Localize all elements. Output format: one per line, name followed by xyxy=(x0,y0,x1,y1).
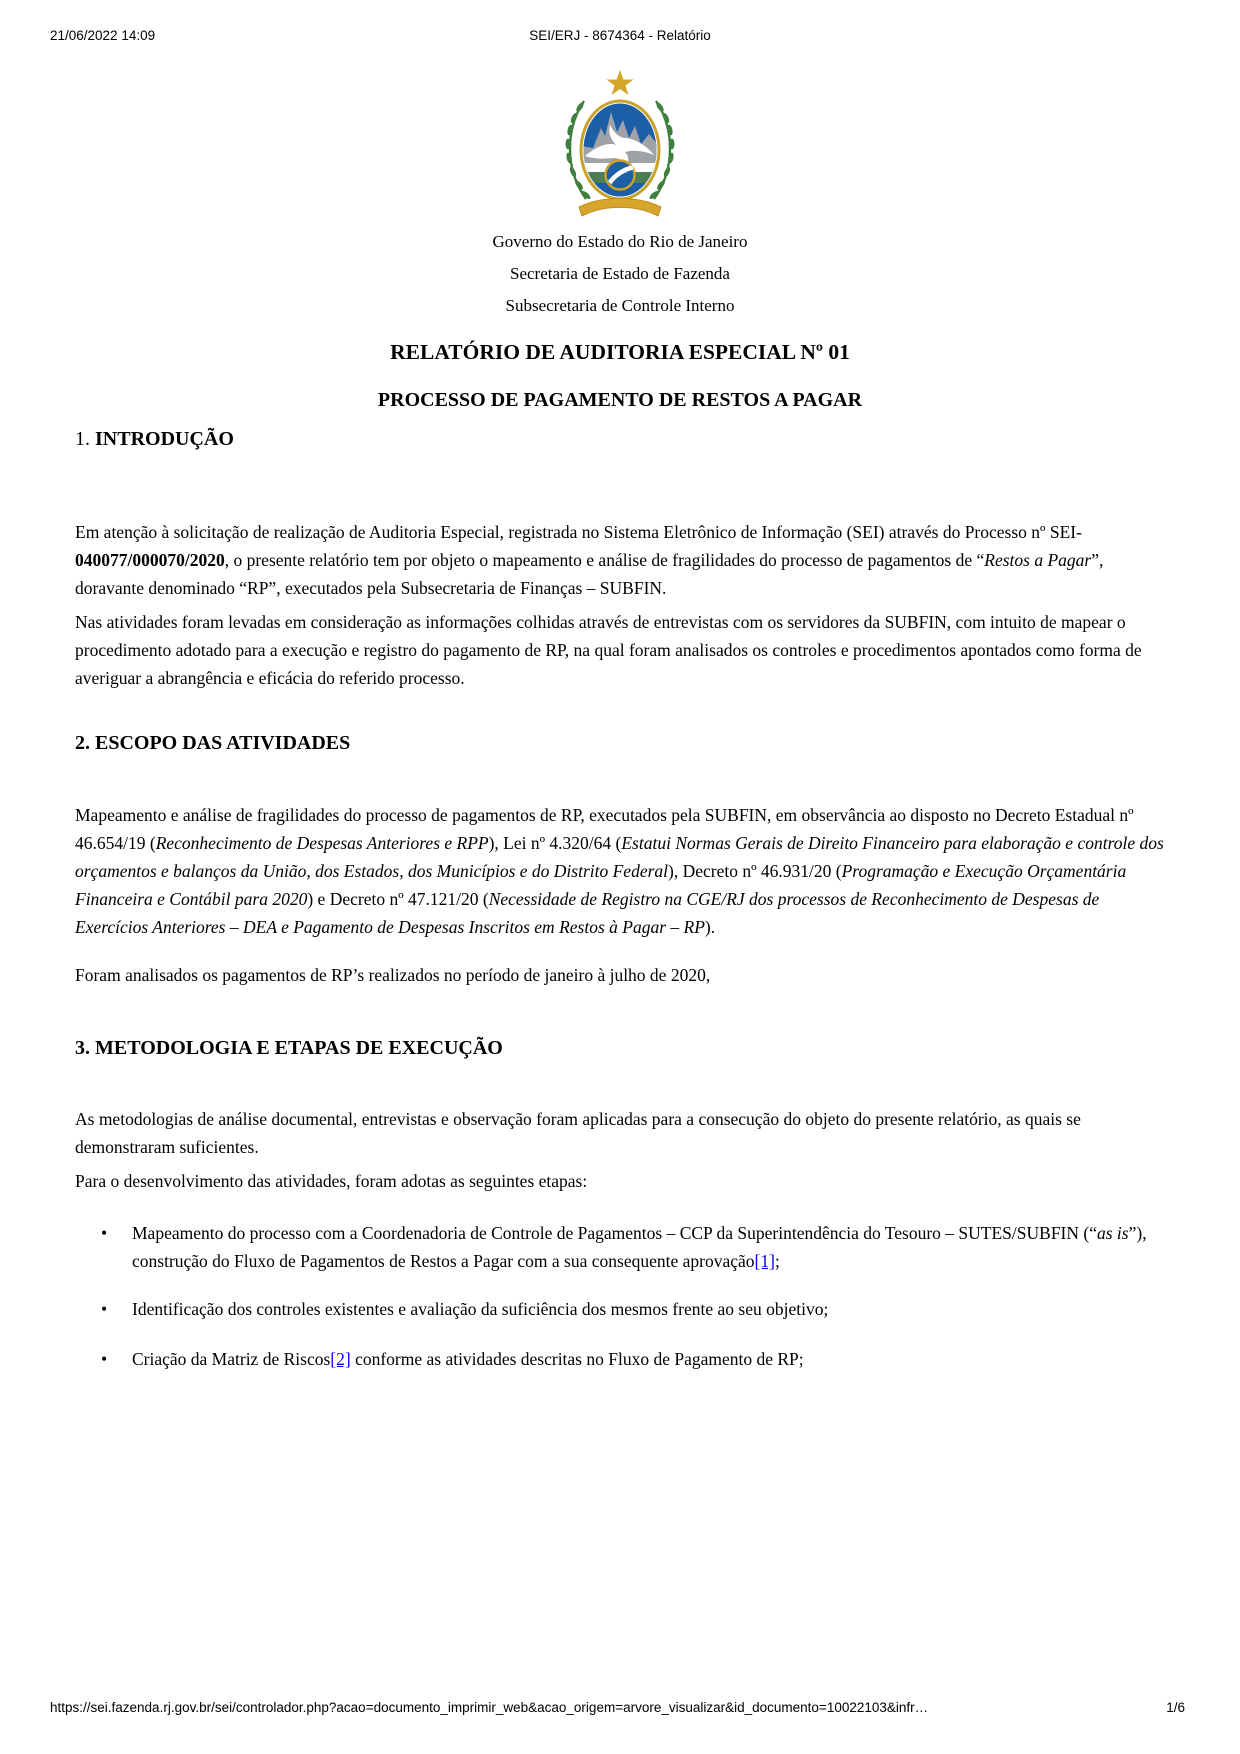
list-item-text xyxy=(132,1299,828,1319)
text-segment: Reconhecimento de Despesas Anteriores e RPP xyxy=(155,833,489,853)
report-title: RELATÓRIO DE AUDITORIA ESPECIAL Nº 01 xyxy=(390,340,850,364)
text-segment: As metodologias de análise documental, entrevistas e observação foram aplicadas para a consecução do objeto do presente relatório, as quais se demonstraram suficientes. xyxy=(75,1109,1081,1157)
list-item xyxy=(75,1219,1165,1275)
paragraph xyxy=(75,961,1165,989)
section-number: 3. xyxy=(75,1037,90,1059)
page-indicator: 1/6 xyxy=(1166,1700,1185,1715)
section-title: ESCOPO DAS ATIVIDADES xyxy=(95,732,351,754)
text-segment: Foram analisados os pagamentos de RP’s realizados no período de janeiro à julho de 2020, xyxy=(75,965,711,985)
document-body xyxy=(75,0,1165,1373)
text-segment: Para o desenvolvimento das atividades, foram adotas as seguintes etapas: xyxy=(75,1171,588,1191)
print-datetime: 21/06/2022 14:09 xyxy=(50,28,156,43)
paragraph xyxy=(75,608,1165,692)
print-footer xyxy=(50,1700,1185,1715)
text-segment: Necessidade de Registro na CGE/RJ dos processos de Reconhecimento de Despesas de Exercícios Anteriores – DEA e Pagamento de Despesas Inscritos em Restos à Pagar – RP xyxy=(75,889,1100,937)
text-segment: ”, doravante denominado “RP”, executados pela Subsecretaria de Finanças – SUBFIN. xyxy=(75,550,1104,598)
footnote-ref-link[interactable]: [2] xyxy=(330,1349,351,1369)
list-item xyxy=(75,1295,1165,1323)
bullet-icon: • xyxy=(101,1223,108,1243)
text-segment: ; xyxy=(774,1251,780,1271)
section-title: INTRODUÇÃO xyxy=(95,428,234,450)
text-segment: conforme as atividades descritas no Fluxo de Pagamento de RP; xyxy=(350,1349,804,1369)
text-segment: Programação e Execução Orçamentária Financeira e Contábil para 2020 xyxy=(75,861,1127,909)
text-segment: ). xyxy=(704,917,716,937)
paragraph xyxy=(75,1105,1165,1161)
section-1-heading xyxy=(75,426,1165,452)
org-line-secretaria: Secretaria de Estado de Fazenda xyxy=(510,264,730,283)
text-segment: ”), construção do Fluxo de Pagamentos de Restos a Pagar com a sua consequente aprovação xyxy=(132,1223,1147,1271)
text-segment: Nas atividades foram levadas em consideração as informações colhidas através de entrevistas com os servidores da SUBFIN, com intuito de mapear o procedimento adotado para a execução e registro do pagamento de RP, na qual foram analisados os controles e procedimentos apontados como forma de averiguar a abrangência e eficácia do referido processo. xyxy=(75,612,1142,688)
bullet-icon: • xyxy=(101,1299,108,1319)
section-2-heading xyxy=(75,730,1165,756)
list-item-text xyxy=(132,1349,804,1369)
section-number: 1. xyxy=(75,428,90,450)
text-segment: , o presente relatório tem por objeto o mapeamento e análise de fragilidades do processo de pagamentos de “ xyxy=(224,550,985,570)
print-header xyxy=(50,28,1190,46)
print-doc-title: SEI/ERJ - 8674364 - Relatório xyxy=(529,28,711,43)
text-segment: ) e Decreto nº 47.121/20 ( xyxy=(307,889,489,909)
text-segment: ), Decreto nº 46.931/20 ( xyxy=(668,861,842,881)
text-segment: Mapeamento do processo com a Coordenadoria de Controle de Pagamentos – CCP da Superintendência do Tesouro – SUTES/SUBFIN (“ xyxy=(132,1223,1097,1243)
bullet-icon: • xyxy=(101,1349,108,1369)
list-item xyxy=(75,1345,1165,1373)
section-title: METODOLOGIA E ETAPAS DE EXECUÇÃO xyxy=(95,1037,503,1059)
list-item-text xyxy=(132,1223,1147,1271)
source-url: https://sei.fazenda.rj.gov.br/sei/controlador.php?acao=documento_imprimir_web&acao_origem=arvore_visualizar&id_documento=10022103&infr… xyxy=(50,1700,929,1715)
text-segment: as is xyxy=(1097,1223,1129,1243)
paragraph xyxy=(75,518,1165,602)
section-3-heading xyxy=(75,1035,1165,1061)
report-subtitle: PROCESSO DE PAGAMENTO DE RESTOS A PAGAR xyxy=(377,389,863,411)
text-segment: 040077/000070/2020 xyxy=(75,550,225,570)
paragraph xyxy=(75,1167,1165,1195)
etapas-list xyxy=(75,1219,1165,1373)
section-number: 2. xyxy=(75,732,90,754)
text-segment: Mapeamento e análise de fragilidades do processo de pagamentos de RP, executados pela SUBFIN, em observância ao disposto no Decreto Estadual nº 46.654/19 ( xyxy=(75,805,1134,853)
footnote-ref-link[interactable]: [1] xyxy=(754,1251,775,1271)
text-segment: Identificação dos controles existentes e avaliação da suficiência dos mesmos frente ao seu objetivo; xyxy=(132,1299,829,1319)
text-segment: Em atenção à solicitação de realização de Auditoria Especial, registrada no Sistema Eletrônico de Informação (SEI) através do Processo nº SEI- xyxy=(75,522,1082,542)
rio-de-janeiro-coat-of-arms-icon xyxy=(545,68,695,223)
logo-container xyxy=(75,68,1165,223)
text-segment: ), Lei nº 4.320/64 ( xyxy=(488,833,622,853)
paragraph xyxy=(75,801,1165,941)
text-segment: Criação da Matriz de Riscos xyxy=(132,1349,331,1369)
text-segment: Estatui Normas Gerais de Direito Financeiro para elaboração e controle dos orçamentos e balanços da União, dos Estados, dos Municípios e do Distrito Federal xyxy=(75,833,1164,881)
org-line-subsecretaria: Subsecretaria de Controle Interno xyxy=(505,296,735,315)
text-segment: Restos a Pagar xyxy=(984,550,1092,570)
org-line-government: Governo do Estado do Rio de Janeiro xyxy=(492,232,748,251)
